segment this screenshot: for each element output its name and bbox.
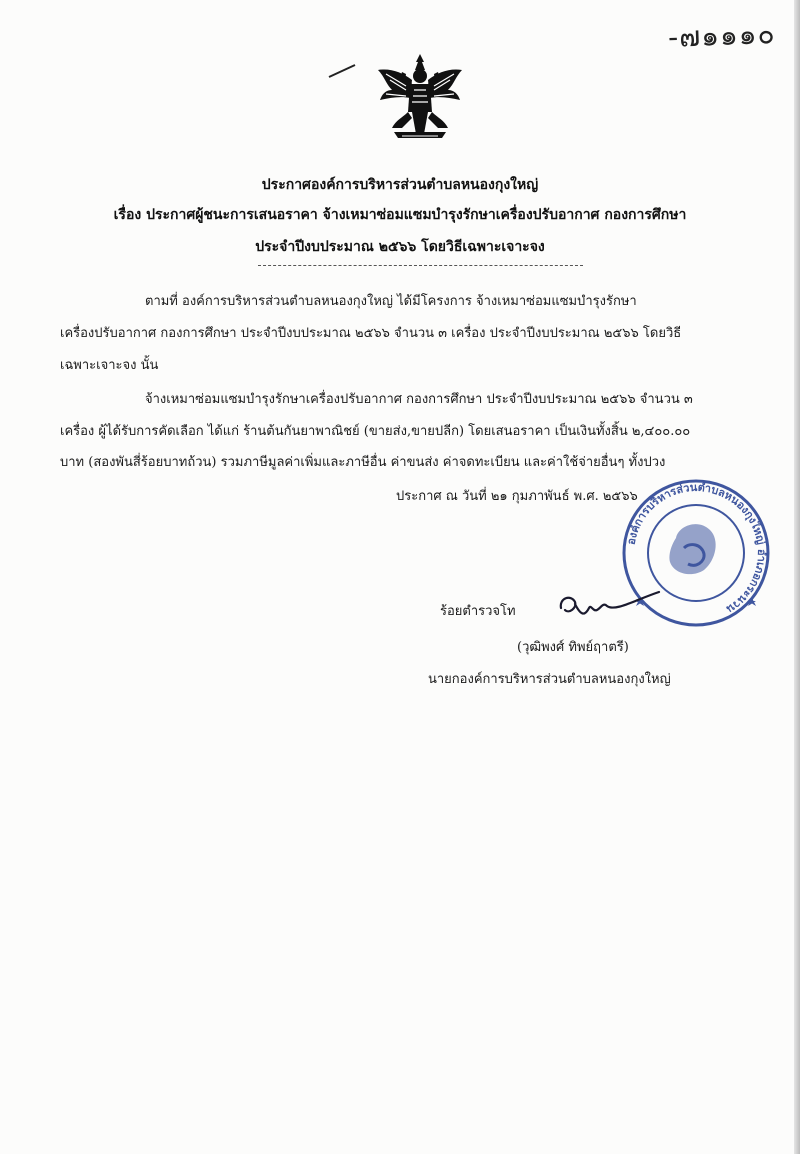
pen-stroke-mark [327,63,357,79]
body-paragraph-1-line-2: เครื่องปรับอากาศ กองการศึกษา ประจำปีงบประมาณ ๒๕๖๖ จำนวน ๓ เครื่อง ประจำปีงบประมาณ ๒๕๖๖ โดยวิธี [60,326,682,341]
seal-text: องค์การบริหารส่วนตำบลหนองกุงใหญ่ อำเภอกระนวน [624,480,769,616]
body-paragraph-1-line-1: ตามที่ องค์การบริหารส่วนตำบลหนองกุงใหญ่ ได้มีโครงการ จ้างเหมาซ่อมแซมบำรุงรักษา [145,294,637,309]
handwritten-reference-number: -๗๑๑๑๐ [667,17,777,54]
signatory-rank: ร้อยตำรวจโท [440,604,516,619]
announcement-fiscal-year: ประจำปีงบประมาณ ๒๕๖๖ โดยวิธีเฉพาะเจาะจง [255,239,545,255]
body-paragraph-2-line-2: เครื่อง ผู้ได้รับการคัดเลือก ได้แก่ ร้านต้นกันยาพาณิชย์ (ขายส่ง,ขายปลีก) โดยเสนอราคา เป็นเงินทั้งสิ้น ๒,๔๐๐.๐๐ [60,424,691,439]
announcement-subject: เรื่อง ประกาศผู้ชนะการเสนอราคา จ้างเหมาซ่อมแซมบำรุงรักษาเครื่องปรับอากาศ กองการศึกษา [113,207,687,223]
announcement-date: ประกาศ ณ วันที่ ๒๑ กุมภาพันธ์ พ.ศ. ๒๕๖๖ [396,489,638,504]
signatory-name: (วุฒิพงศ์ ทิพย์ฤาตรี) [517,640,629,655]
body-paragraph-2-line-3: บาท (สองพันสี่ร้อยบาทถ้วน) รวมภาษีมูลค่าเพิ่มและภาษีอื่น ค่าขนส่ง ค่าจดทะเบียน และค่าใช้จ่ายอื่นๆ ทั้งปวง [60,455,666,470]
handwritten-signature-icon [555,586,665,626]
body-paragraph-2-line-1: จ้างเหมาซ่อมแซมบำรุงรักษาเครื่องปรับอากาศ กองการศึกษา ประจำปีงบประมาณ ๒๕๖๖ จำนวน ๓ [145,392,693,407]
announcement-title: ประกาศองค์การบริหารส่วนตำบลหนองกุงใหญ่ [261,177,539,193]
body-paragraph-1-line-3: เฉพาะเจาะจง นั้น [60,358,159,373]
dashed-divider [258,265,583,266]
garuda-emblem-icon [372,50,468,146]
signatory-position: นายกองค์การบริหารส่วนตำบลหนองกุงใหญ่ [428,672,671,687]
